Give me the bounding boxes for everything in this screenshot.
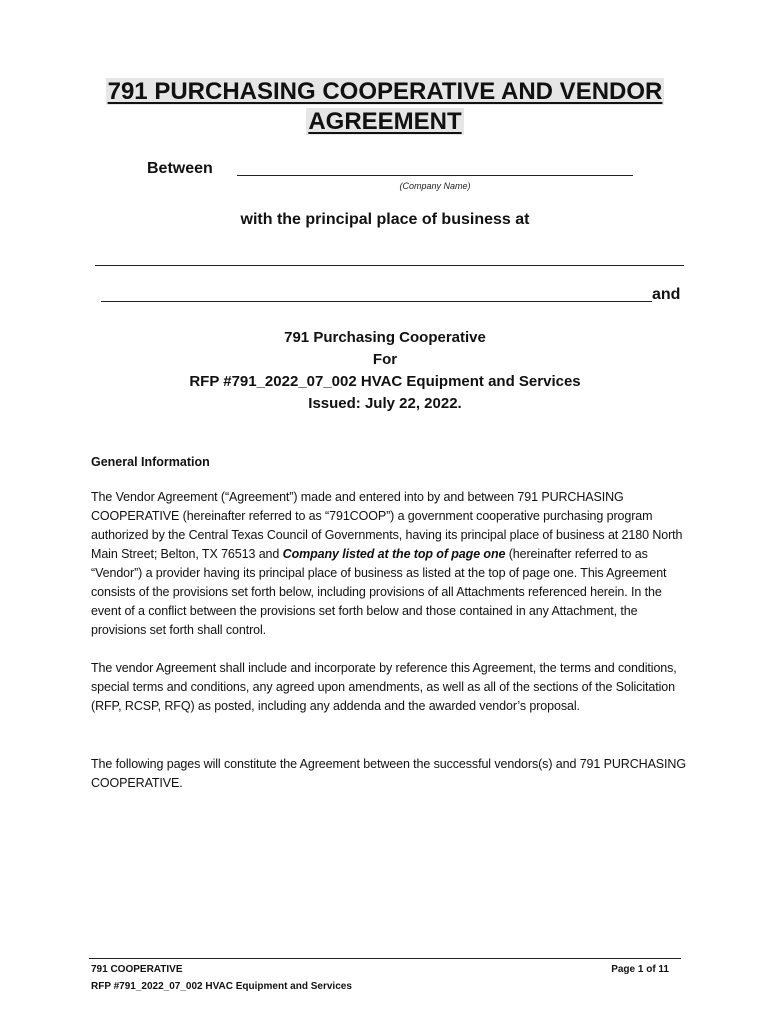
- issued-date: Issued: July 22, 2022.: [308, 395, 462, 412]
- paragraph-following-pages: The following pages will constitute the Agreement between the successful vendors(s) and 791 PURCHASING COOPERATIVE.: [91, 757, 686, 790]
- rfp-title: RFP #791_2022_07_002 HVAC Equipment and Services: [189, 373, 581, 390]
- address-blank-line-2[interactable]: [101, 301, 652, 302]
- general-information-heading: General Information: [91, 455, 210, 469]
- document-title-line-2: AGREEMENT: [308, 108, 462, 135]
- for-label: For: [372, 351, 398, 368]
- cooperative-block: [0, 327, 770, 415]
- between-label: Between: [147, 160, 213, 177]
- paragraph-incorporation: The vendor Agreement shall include and incorporate by reference this Agreement, the terms and conditions, special terms and conditions, any agreed upon amendments, as well as all of the sections of the Solicitation (RFP, RCSP, RFQ) as posted, including any addenda and the awarded vendor’s proposal.: [91, 661, 677, 713]
- and-label: and: [652, 286, 681, 303]
- company-emphasis: Company listed at the top of page one: [282, 547, 506, 561]
- cooperative-name: 791 Purchasing Cooperative: [284, 329, 486, 346]
- address-blank-line-1[interactable]: [95, 265, 684, 266]
- paragraph-agreement-intro: The Vendor Agreement (“Agreement”) made and entered into by and between 791 PURCHASING COOPERATIVE (hereinafter referred to as “791COOP”) a government cooperative purchasing program authorized by the Central Texas Council of Governments, having its principal place of business at 2180 North Main Street; Belton, TX 76513 and Company listed at the top of page one (hereinafter referred to as “Vendor”) a provider having its principal place of business as listed at the top of page one. This Agreement consists of the provisions set forth below, including provisions of all Attachments referenced herein. In the event of a conflict between the provisions set forth below and those contained in any Attachment, the provisions set forth shall control.: [91, 490, 683, 637]
- principal-place-label: with the principal place of business at: [240, 211, 530, 228]
- footer-cooperative: 791 COOPERATIVE: [91, 964, 183, 975]
- company-name-blank[interactable]: [237, 175, 633, 176]
- footer-divider: [89, 958, 681, 959]
- footer-rfp: RFP #791_2022_07_002 HVAC Equipment and Services: [91, 981, 352, 992]
- company-name-caption: (Company Name): [399, 181, 471, 191]
- document-title-line-1: 791 PURCHASING COOPERATIVE AND VENDOR: [107, 78, 663, 105]
- footer-page-number: Page 1 of 11: [611, 964, 669, 975]
